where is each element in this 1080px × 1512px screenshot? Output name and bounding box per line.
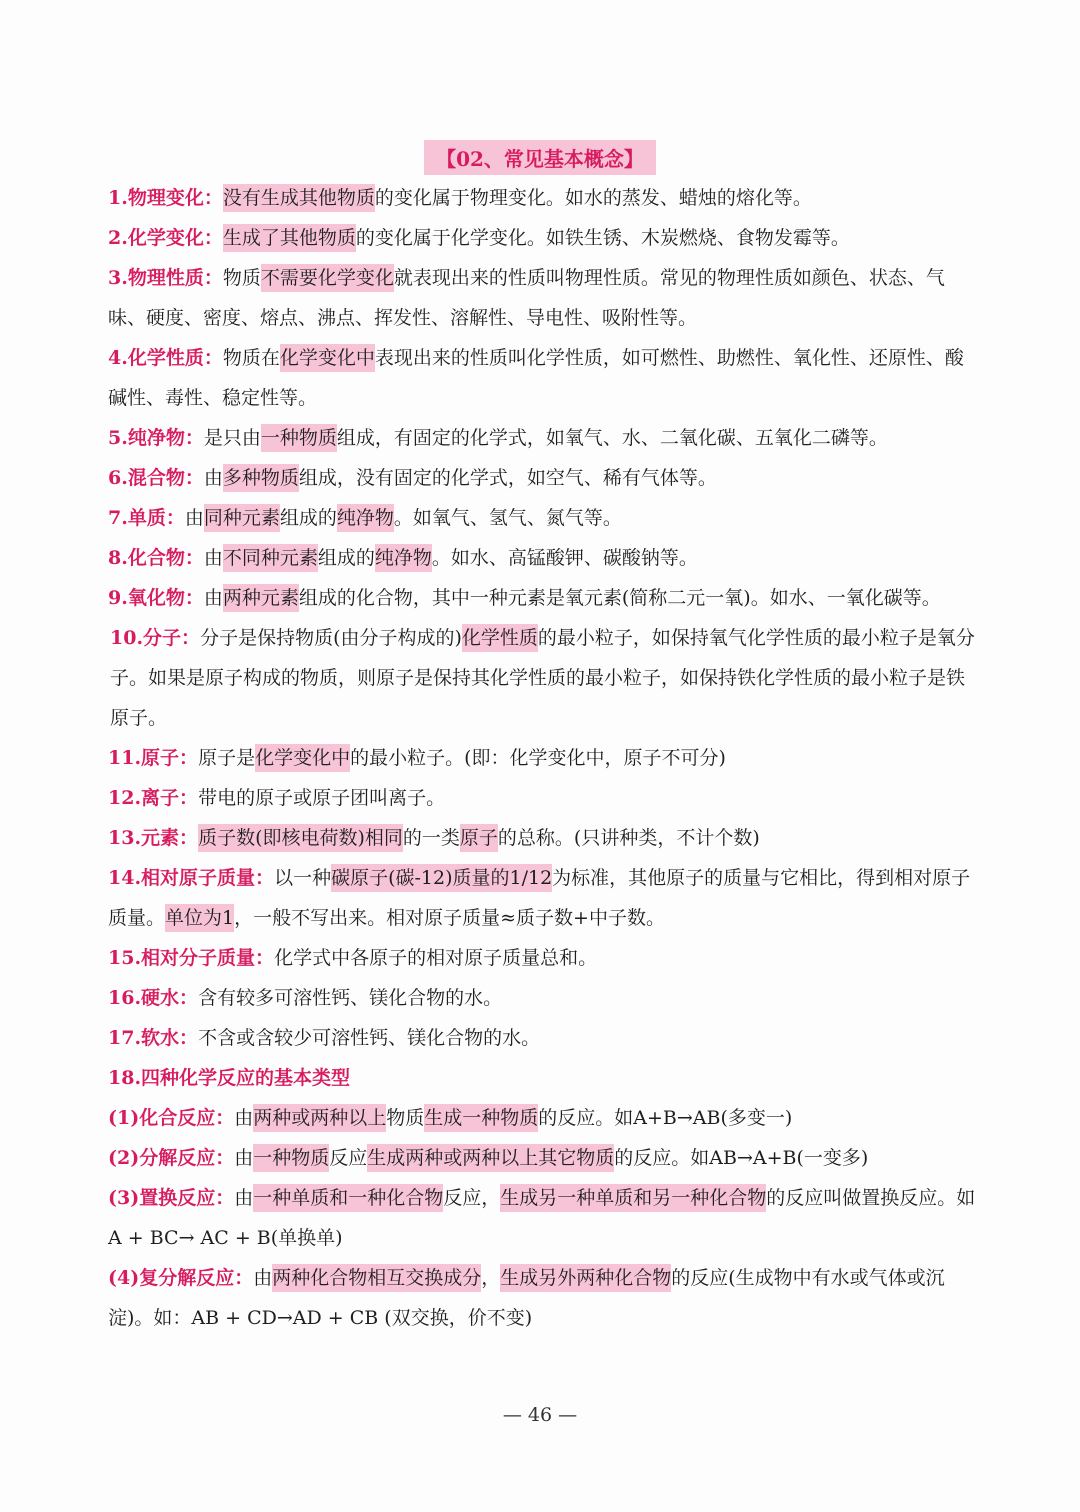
concept-label: (1)化合反应：: [108, 1107, 235, 1129]
concept-label: 4.化学性质：: [108, 347, 223, 369]
body-text: 为标准，其他原子的质量与它相比，得到相对原子质量。: [108, 867, 971, 929]
concept-label: 7.单质：: [108, 507, 185, 529]
body-text: 的反应。如AB→A+B(一变多): [614, 1147, 869, 1169]
highlighted-text: 同种元素: [204, 504, 280, 532]
concept-entry: [108, 738, 978, 778]
concept-label: 9.氧化物：: [108, 587, 204, 609]
concept-label: 8.化合物：: [108, 547, 204, 569]
highlighted-text: 生成另一种单质和另一种化合物: [500, 1184, 766, 1212]
concept-entry: [108, 938, 978, 978]
highlighted-text: 单位为1: [165, 904, 234, 932]
highlighted-text: 生成一种物质: [424, 1104, 538, 1132]
concept-entry: [108, 1058, 978, 1098]
highlighted-text: 原子: [460, 824, 498, 852]
concept-label: 16.硬水：: [108, 987, 199, 1009]
body-text: 由: [184, 507, 204, 529]
body-text: 分子是保持物质(由分子构成的): [200, 627, 462, 649]
concept-list: [108, 178, 978, 1338]
body-text: 的变化属于化学变化。如铁生锈、木炭燃烧、食物发霉等。: [355, 227, 850, 249]
concept-label: 13.元素：: [108, 827, 199, 849]
body-text: 就表现出来的性质叫物理性质。常见的物理性质如颜色、状态、气味、硬度、密度、熔点、沸点、挥发性、溶解性、导电性、吸附性等。: [108, 267, 945, 329]
body-text: 含有较多可溶性钙、镁化合物的水。: [198, 987, 503, 1009]
concept-entry: [108, 338, 978, 418]
body-text: 。如氧气、氢气、氮气等。: [393, 507, 622, 529]
concept-label: (2)分解反应：: [108, 1147, 235, 1169]
concept-entry: [108, 578, 978, 618]
body-text: 物质: [222, 267, 261, 289]
highlighted-text: 一种单质和一种化合物: [253, 1184, 443, 1212]
concept-label: 15.相对分子质量：: [108, 947, 275, 969]
highlighted-text: 纯净物: [337, 504, 394, 532]
body-text: 带电的原子或原子团叫离子。: [198, 787, 446, 809]
highlighted-text: 一种物质: [261, 424, 337, 452]
concept-label: (3)置换反应：: [108, 1187, 235, 1209]
body-text: 的反应(生成物中有水或气体或沉淀)。如：AB + CD→AD + CB (双交换，价不变): [108, 1267, 945, 1329]
concept-label: 10.分子：: [110, 627, 201, 649]
highlighted-text: 质子数(即核电荷数)相同: [198, 824, 403, 852]
highlighted-text: 纯净物: [375, 544, 432, 572]
highlighted-text: 两种或两种以上: [253, 1104, 386, 1132]
concept-entry: [108, 1138, 978, 1178]
concept-entry: [108, 498, 978, 538]
concept-label: 18.四种化学反应的基本类型: [108, 1067, 351, 1089]
body-text: 的最小粒子，如保持氧气化学性质的最小粒子是氧分子。如果是原子构成的物质，则原子是保持其化学性质的最小粒子，如保持铁化学性质的最小粒子是铁原子。: [110, 627, 975, 729]
concept-label: (4)复分解反应：: [108, 1267, 254, 1289]
body-text: 组成，没有固定的化学式，如空气、稀有气体等。: [298, 467, 717, 489]
highlighted-text: 化学变化中: [255, 744, 350, 772]
highlighted-text: 多种物质: [223, 464, 299, 492]
body-text: 由: [203, 587, 223, 609]
concept-label: 17.软水：: [108, 1027, 199, 1049]
concept-label: 1.物理变化：: [108, 187, 223, 209]
body-text: 的反应。如A+B→AB(多变一): [538, 1107, 793, 1129]
concept-label: 5.纯净物：: [108, 427, 204, 449]
body-text: 。如水、高锰酸钾、碳酸钠等。: [431, 547, 698, 569]
highlighted-text: 两种元素: [223, 584, 299, 612]
concept-entry: [108, 218, 978, 258]
concept-entry: [108, 1258, 978, 1338]
body-text: 的一类: [402, 827, 460, 849]
concept-entry: [108, 1018, 978, 1058]
body-text: ，: [481, 1267, 501, 1289]
concept-entry: [108, 538, 978, 578]
concept-entry: [108, 1178, 978, 1258]
body-text: 组成的化合物，其中一种元素是氧元素(简称二元一氧)。如水、一氧化碳等。: [298, 587, 941, 609]
highlighted-text: 两种化合物相互交换成分: [272, 1264, 481, 1292]
concept-label: 3.物理性质：: [108, 267, 223, 289]
body-text: 的总称。(只讲种类，不计个数): [497, 827, 760, 849]
concept-label: 14.相对原子质量：: [108, 867, 275, 889]
highlighted-text: 没有生成其他物质: [223, 184, 375, 212]
highlighted-text: 碳原子(碳-12)质量的1/12: [331, 864, 552, 892]
body-text: 反应，: [443, 1187, 501, 1209]
concept-entry: [108, 618, 978, 738]
concept-entry: [108, 458, 978, 498]
highlighted-text: 不需要化学变化: [261, 264, 394, 292]
concept-entry: [108, 178, 978, 218]
body-text: 由: [203, 547, 223, 569]
concept-entry: [108, 1098, 978, 1138]
highlighted-text: 生成了其他物质: [223, 224, 356, 252]
body-text: 由: [203, 467, 223, 489]
body-text: 反应: [329, 1147, 368, 1169]
body-text: 表现出来的性质叫化学性质，如可燃性、助燃性、氧化性、还原性、酸碱性、毒性、稳定性等。: [108, 347, 964, 409]
concept-entry: [108, 418, 978, 458]
body-text: 由: [234, 1107, 254, 1129]
concept-entry: [108, 818, 978, 858]
page-number: — 46 —: [502, 1404, 578, 1426]
highlighted-text: 化学变化中: [280, 344, 375, 372]
concept-entry: [108, 258, 978, 338]
section-title: 【02、常见基本概念】: [424, 140, 656, 175]
body-text: 的反应叫做置换反应。如A + BC→ AC + B(单换单): [108, 1187, 976, 1249]
body-text: 由: [234, 1187, 254, 1209]
body-text: 由: [234, 1147, 254, 1169]
body-text: 以一种: [274, 867, 332, 889]
highlighted-text: 化学性质: [462, 624, 538, 652]
body-text: 由: [253, 1267, 273, 1289]
body-text: 化学式中各原子的相对原子质量总和。: [274, 947, 598, 969]
highlighted-text: 生成两种或两种以上其它物质: [367, 1144, 614, 1172]
concept-label: 2.化学变化：: [108, 227, 223, 249]
body-text: 组成的: [279, 507, 337, 529]
body-text: 物质在: [222, 347, 280, 369]
highlighted-text: 生成另外两种化合物: [500, 1264, 671, 1292]
body-text: 组成，有固定的化学式，如氧气、水、二氧化碳、五氧化二磷等。: [336, 427, 888, 449]
highlighted-text: 不同种元素: [223, 544, 318, 572]
concept-label: 11.原子：: [108, 747, 199, 769]
body-text: 是只由: [203, 427, 261, 449]
body-text: 不含或含较少可溶性钙、镁化合物的水。: [198, 1027, 541, 1049]
concept-entry: [108, 778, 978, 818]
concept-entry: [108, 978, 978, 1018]
body-text: 组成的: [317, 547, 375, 569]
body-text: ，一般不写出来。相对原子质量≈质子数+中子数。: [234, 907, 665, 929]
body-text: 的变化属于物理变化。如水的蒸发、蜡烛的熔化等。: [374, 187, 812, 209]
body-text: 原子是: [198, 747, 256, 769]
concept-label: 6.混合物：: [108, 467, 204, 489]
body-text: 物质: [386, 1107, 425, 1129]
highlighted-text: 一种物质: [253, 1144, 329, 1172]
concept-entry: [108, 858, 978, 938]
concept-label: 12.离子：: [108, 787, 199, 809]
body-text: 的最小粒子。(即：化学变化中，原子不可分): [350, 747, 726, 769]
